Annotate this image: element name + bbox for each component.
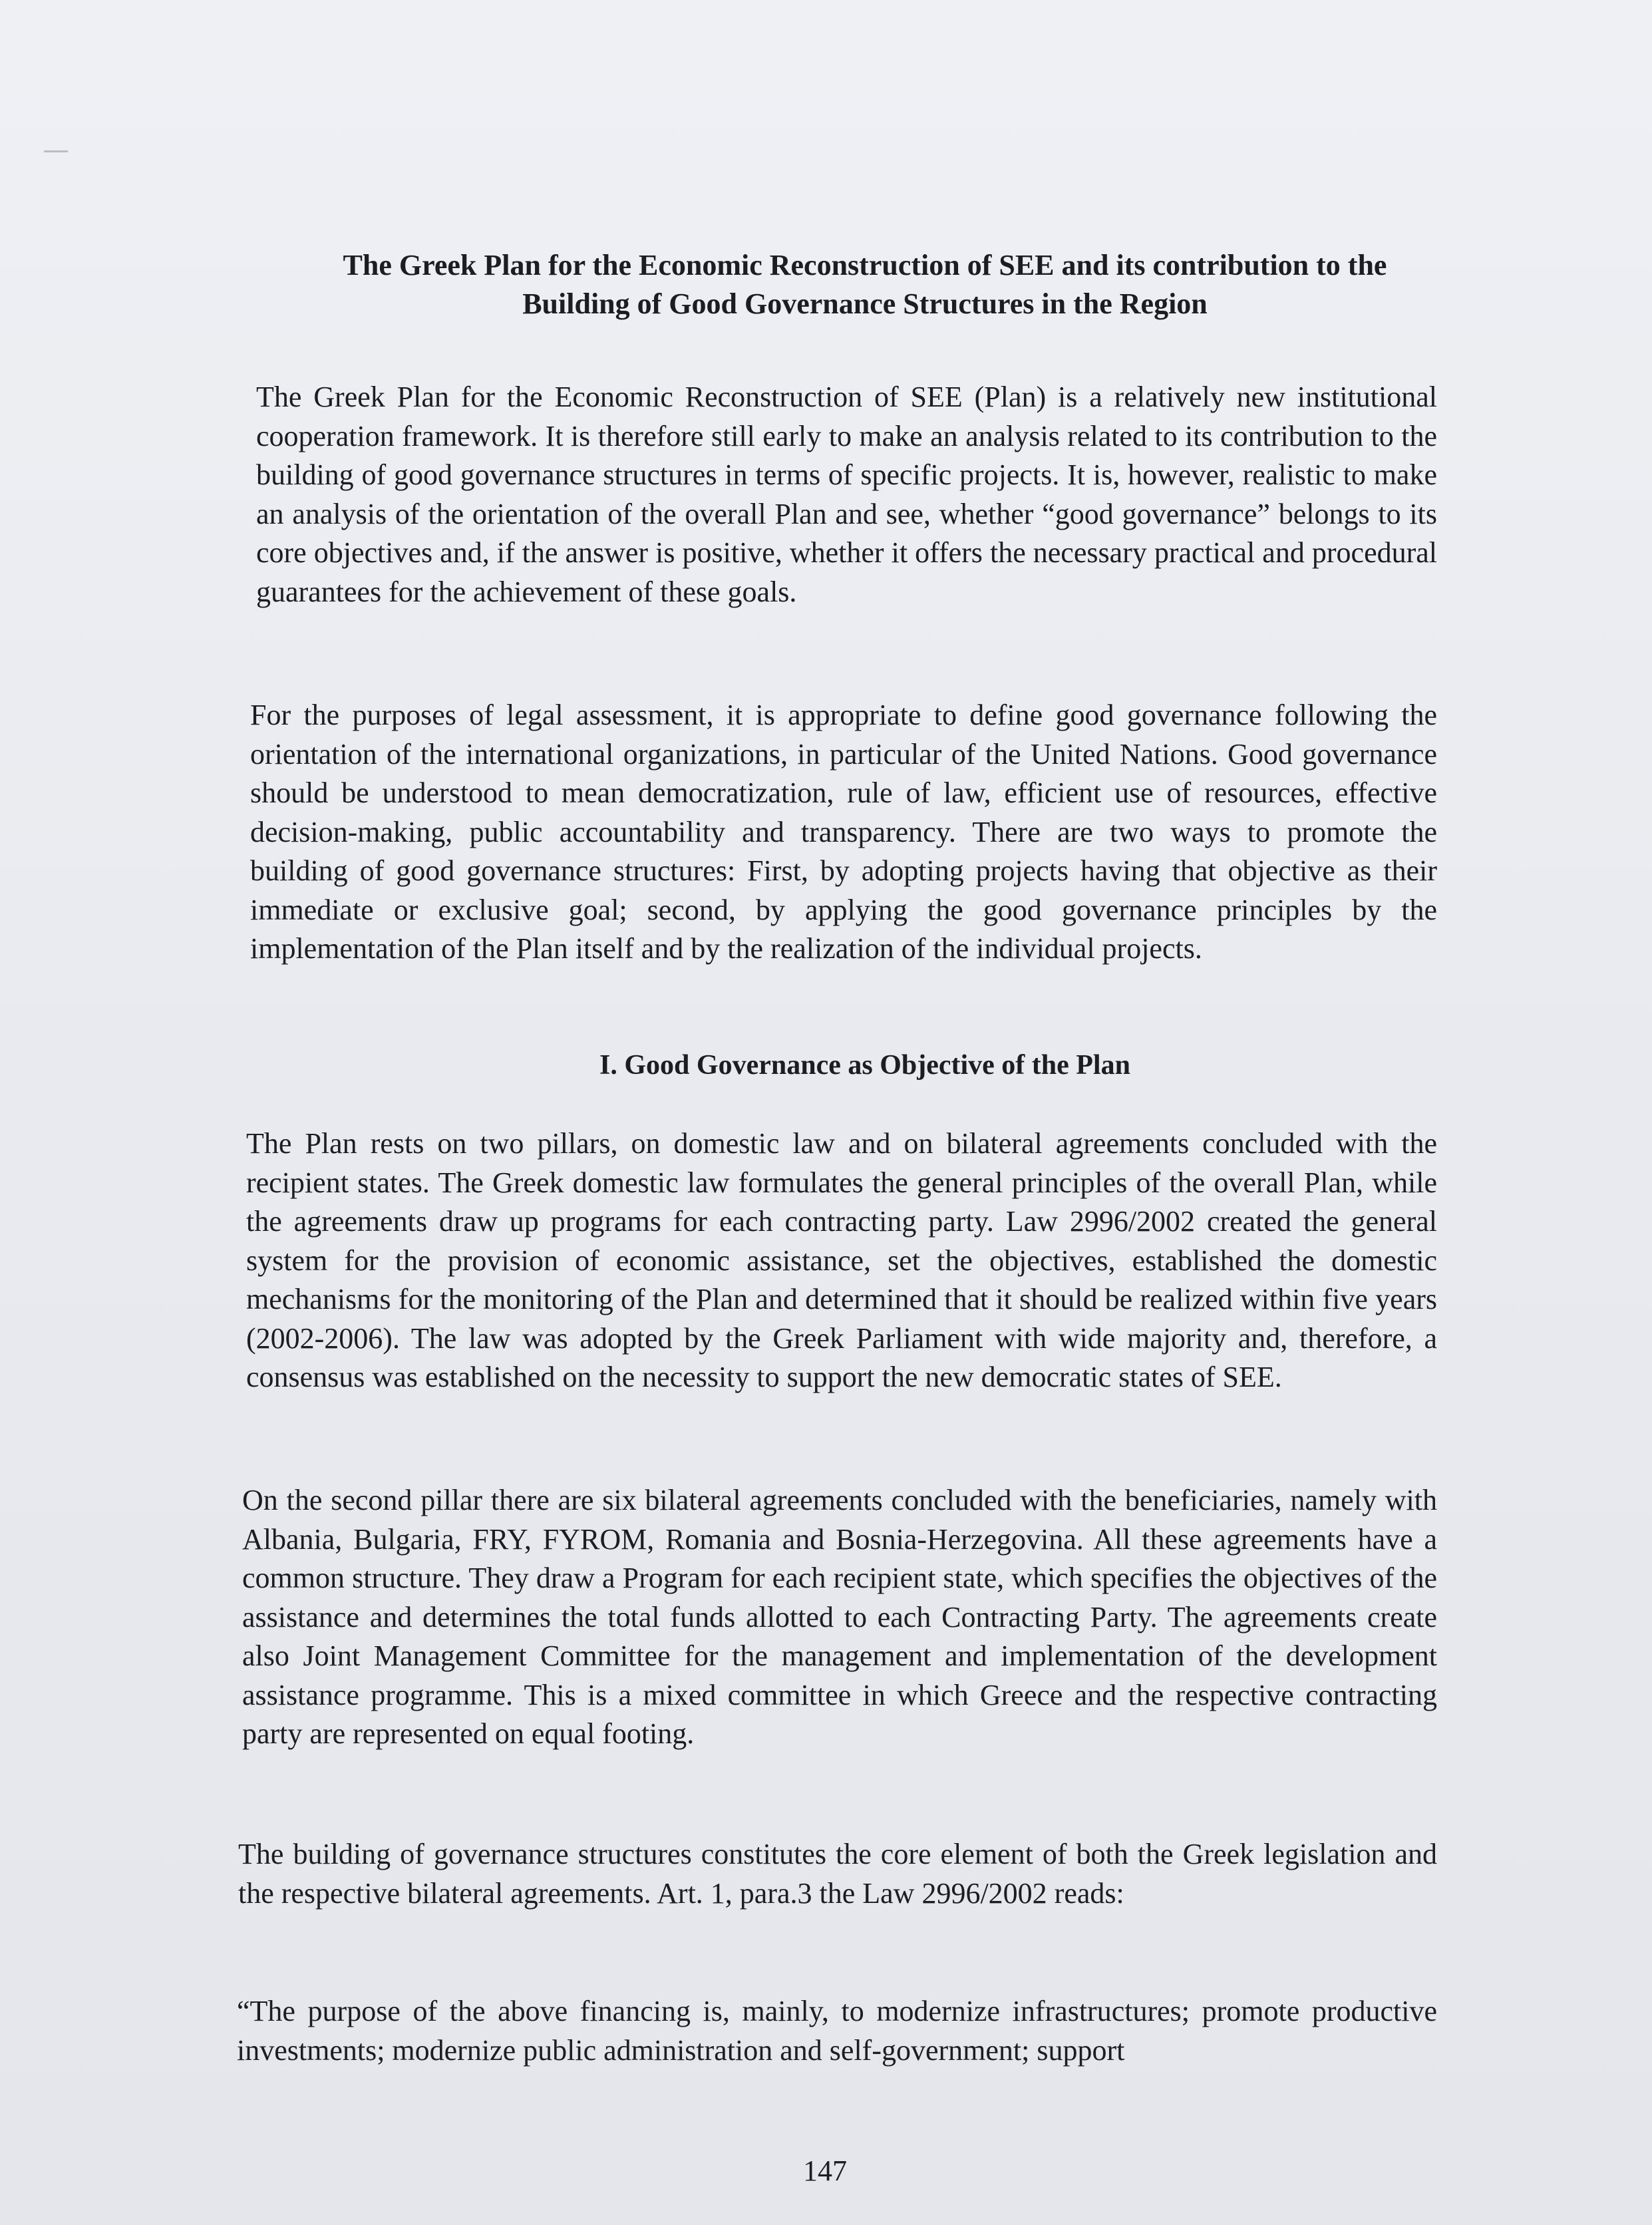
section-paragraph-1: The Plan rests on two pillars, on domestic law and on bilateral agreements concluded with the recipient states. The Greek domestic law formulates the general principles of the overall Plan, while the agreements draw up programs for each contracting party. Law 2996/2002 created the general system for the provision of economic assistance, set the objectives, established the domestic mechanisms for the monitoring of the Plan and determined that it should be realized within five years (2002-2006). The law was adopted by the Greek Parliament with wide majority and, therefore, a consensus was established on the necessity to support the new democratic states of SEE. [246, 1127, 1437, 1393]
document-title [240, 246, 1490, 323]
title-line-2: Building of Good Governance Structures in the Region [522, 287, 1208, 320]
section-paragraph-3: The building of governance structures constitutes the core element of both the Greek legislation and the respective bilateral agreements. Art. 1, para.3 the Law 2996/2002 reads: [238, 1838, 1437, 1910]
intro-paragraph-1: The Greek Plan for the Economic Reconstruction of SEE (Plan) is a relatively new institutional cooperation framework. It is therefore still early to make an analysis related to its contribution to the building of good governance structures in terms of specific projects. It is, however, realistic to make an analysis of the orientation of the overall Plan and see, whether “good governance” belongs to its core objectives and, if the answer is positive, whether it offers the necessary practical and procedural guarantees for the achievement of these goals. [256, 381, 1437, 608]
intro-paragraph-2: For the purposes of legal assessment, it is appropriate to define good governance following the orientation of the international organizations, in particular of the United Nations. Good governance should be understood to mean democratization, rule of law, efficient use of resources, effective decision-making, public accountability and transparency. There are two ways to promote the building of good governance structures: First, by adopting projects having that objective as their immediate or exclusive goal; second, by applying the good governance principles by the implementation of the Plan itself and by the realization of the individual projects. [250, 699, 1437, 965]
margin-mark [44, 150, 68, 152]
title-line-1: The Greek Plan for the Economic Reconstruction of SEE and its contribution to the [343, 249, 1387, 281]
section-heading: I. Good Governance as Objective of the Plan [599, 1050, 1130, 1081]
section-paragraph-2: On the second pillar there are six bilateral agreements concluded with the beneficiaries, namely with Albania, Bulgaria, FRY, FYROM, Romania and Bosnia-Herzegovina. All these agreements have a common structure. They draw a Program for each recipient state, which specifies the objectives of the assistance and determines the total funds allotted to each Contracting Party. The agreements create also Joint Management Committee for the management and implementation of the development assistance programme. This is a mixed committee in which Greece and the respective contracting party are represented on equal footing. [242, 1484, 1437, 1750]
quote-paragraph: “The purpose of the above financing is, mainly, to modernize infrastructures; promote productive investments; modernize public administration and self-government; support [237, 1995, 1437, 2067]
page-number: 147 [803, 2154, 847, 2187]
